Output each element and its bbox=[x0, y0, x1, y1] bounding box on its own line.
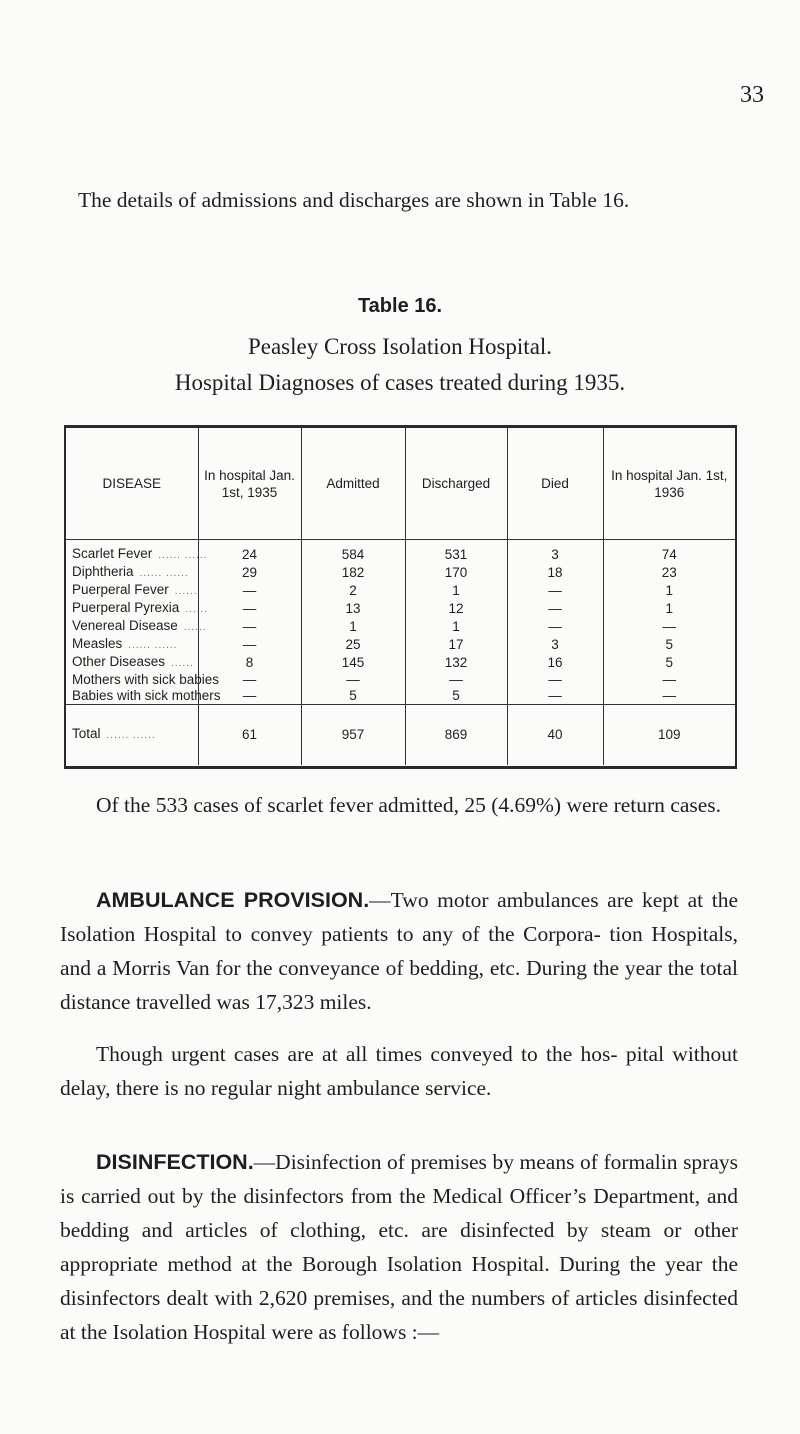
table-frame bbox=[64, 425, 737, 769]
disease-name: Babies with sick mothers bbox=[72, 688, 221, 703]
cell-jan-1936: — bbox=[603, 672, 735, 688]
cell-jan-1935: — bbox=[198, 688, 301, 705]
leader-dots: ...... ...... bbox=[128, 640, 178, 651]
disease-name: Puerperal Pyrexia bbox=[72, 600, 180, 615]
total-jan-1935: 61 bbox=[198, 705, 301, 766]
col-header-admitted: Admitted bbox=[301, 428, 405, 540]
table-row bbox=[66, 540, 735, 565]
cell-jan-1936: 5 bbox=[603, 654, 735, 672]
leader-dots: ...... ...... bbox=[139, 568, 189, 579]
cell-discharged: 170 bbox=[405, 564, 507, 582]
total-discharged: 869 bbox=[405, 705, 507, 766]
cell-jan-1935: 24 bbox=[198, 540, 301, 565]
table-row bbox=[66, 618, 735, 636]
leader-dots: ...... ...... bbox=[158, 550, 208, 561]
leader-dots: ...... bbox=[185, 604, 208, 615]
table-header-row bbox=[66, 428, 735, 540]
table-subtitle-hospital: Peasley Cross Isolation Hospital. bbox=[247, 334, 553, 359]
disease-name: Measles bbox=[72, 636, 123, 651]
cell-admitted: — bbox=[301, 672, 405, 688]
disease-cell bbox=[66, 618, 207, 636]
page-number: 33 bbox=[740, 82, 764, 108]
cell-died: — bbox=[507, 688, 603, 705]
cell-jan-1936: 1 bbox=[603, 582, 735, 600]
cell-jan-1935: 29 bbox=[198, 564, 301, 582]
cell-died: 3 bbox=[507, 636, 603, 654]
ambulance-heading: AMBULANCE PROVISION. bbox=[96, 888, 370, 912]
table-row bbox=[66, 688, 735, 705]
scarlet-fever-paragraph: Of the 533 cases of scarlet fever admitted, 25 (4.69%) were return cases. bbox=[96, 793, 722, 817]
cell-jan-1935: — bbox=[198, 672, 301, 688]
disease-cell bbox=[66, 636, 198, 654]
leader-dots: ...... bbox=[171, 658, 194, 669]
cell-admitted: 13 bbox=[301, 600, 405, 618]
table-row bbox=[66, 600, 735, 618]
disinfection-heading: DISINFECTION. bbox=[96, 1150, 254, 1174]
col-header-died: Died bbox=[507, 428, 603, 540]
cell-discharged: 5 bbox=[405, 688, 507, 705]
cell-jan-1936: 5 bbox=[603, 636, 735, 654]
cell-admitted: 584 bbox=[301, 540, 405, 565]
table-label: Table 16. bbox=[357, 295, 443, 317]
disease-cell bbox=[66, 672, 220, 688]
intro-paragraph: The details of admissions and discharges are shown in Table 16. bbox=[78, 188, 630, 212]
cell-discharged: — bbox=[405, 672, 507, 688]
disinfection-text: —Disinfection of premises by means of formalin sprays is carried out by the disinfectors from the Medical Officer’s Department, and bedding and articles of clothing, etc. are disinfected by steam or other appropriate method at the Borough Isolation Hospital. During the year the disinfectors dealt with 2,620 premises, and the numbers of articles disinfected at the Isolation Hospital were as follows :— bbox=[60, 1150, 738, 1344]
table-subtitle-diagnoses: Hospital Diagnoses of cases treated during 1935. bbox=[174, 370, 626, 395]
total-died: 40 bbox=[507, 705, 603, 766]
table-row bbox=[66, 582, 735, 600]
leader-dots: ...... bbox=[183, 622, 207, 633]
disease-name: Other Diseases bbox=[72, 654, 166, 669]
cell-died: — bbox=[507, 618, 603, 636]
leader-dots: ...... bbox=[174, 586, 198, 597]
total-label-cell bbox=[66, 705, 198, 766]
ambulance-paragraph bbox=[60, 883, 738, 1019]
cell-died: — bbox=[507, 600, 603, 618]
cell-discharged: 132 bbox=[405, 654, 507, 672]
cell-admitted: 25 bbox=[301, 636, 405, 654]
table-row bbox=[66, 564, 735, 582]
cell-discharged: 1 bbox=[405, 618, 507, 636]
disease-cell bbox=[66, 540, 208, 565]
col-header-discharged: Discharged bbox=[405, 428, 507, 540]
cell-discharged: 17 bbox=[405, 636, 507, 654]
cell-jan-1935: — bbox=[198, 582, 301, 600]
disease-cell bbox=[66, 688, 221, 705]
cell-died: 18 bbox=[507, 564, 603, 582]
cell-discharged: 531 bbox=[405, 540, 507, 565]
cell-died: 16 bbox=[507, 654, 603, 672]
leader-dots: ...... ...... bbox=[106, 730, 156, 741]
total-admitted: 957 bbox=[301, 705, 405, 766]
disease-name: Diphtheria bbox=[72, 564, 134, 579]
cell-discharged: 12 bbox=[405, 600, 507, 618]
col-header-in-hospital-1936: In hospital Jan. 1st, 1936 bbox=[603, 428, 735, 540]
cell-admitted: 2 bbox=[301, 582, 405, 600]
cell-admitted: 5 bbox=[301, 688, 405, 705]
disease-cell bbox=[66, 564, 198, 582]
cell-died: — bbox=[507, 582, 603, 600]
disease-cell bbox=[66, 582, 198, 600]
cell-jan-1936: 23 bbox=[603, 564, 735, 582]
cell-jan-1936: — bbox=[603, 618, 735, 636]
cell-jan-1936: — bbox=[603, 688, 735, 705]
cell-jan-1935: — bbox=[198, 618, 301, 636]
cell-jan-1936: 74 bbox=[603, 540, 735, 565]
disinfection-paragraph bbox=[60, 1145, 738, 1349]
table-total-row bbox=[66, 705, 735, 766]
cell-died: 3 bbox=[507, 540, 603, 565]
cell-jan-1935: — bbox=[198, 636, 301, 654]
cell-admitted: 145 bbox=[301, 654, 405, 672]
table-row bbox=[66, 672, 735, 688]
disease-name: Mothers with sick babies bbox=[72, 672, 220, 687]
cell-discharged: 1 bbox=[405, 582, 507, 600]
cell-jan-1935: — bbox=[198, 600, 301, 618]
disease-name: Scarlet Fever bbox=[72, 546, 153, 561]
col-header-disease: DISEASE bbox=[66, 428, 198, 540]
disease-name: Venereal Disease bbox=[72, 618, 178, 633]
admissions-table bbox=[66, 428, 735, 765]
cell-jan-1935: 8 bbox=[198, 654, 301, 672]
disease-cell bbox=[66, 600, 208, 618]
table-row bbox=[66, 636, 735, 654]
cell-admitted: 182 bbox=[301, 564, 405, 582]
total-label: Total bbox=[72, 726, 101, 741]
cell-died: — bbox=[507, 672, 603, 688]
disease-name: Puerperal Fever bbox=[72, 582, 169, 597]
total-jan-1936: 109 bbox=[603, 705, 735, 766]
cell-jan-1936: 1 bbox=[603, 600, 735, 618]
urgent-cases-paragraph: Though urgent cases are at all times conveyed to the hos- pital without delay, there is no regular night ambulance service. bbox=[60, 1042, 738, 1100]
col-header-in-hospital-1935: In hospital Jan. 1st, 1935 bbox=[198, 428, 301, 540]
ambulance-text: —Two motor ambulances are kept at the Isolation Hospital to convey patients to any of the Corpora- tion Hospitals, and a Morris Van for the conveyance of bedding, etc. During the year the total distance travelled was 17,323 miles. bbox=[60, 888, 738, 1014]
table-row bbox=[66, 654, 735, 672]
cell-admitted: 1 bbox=[301, 618, 405, 636]
disease-cell bbox=[66, 654, 198, 672]
